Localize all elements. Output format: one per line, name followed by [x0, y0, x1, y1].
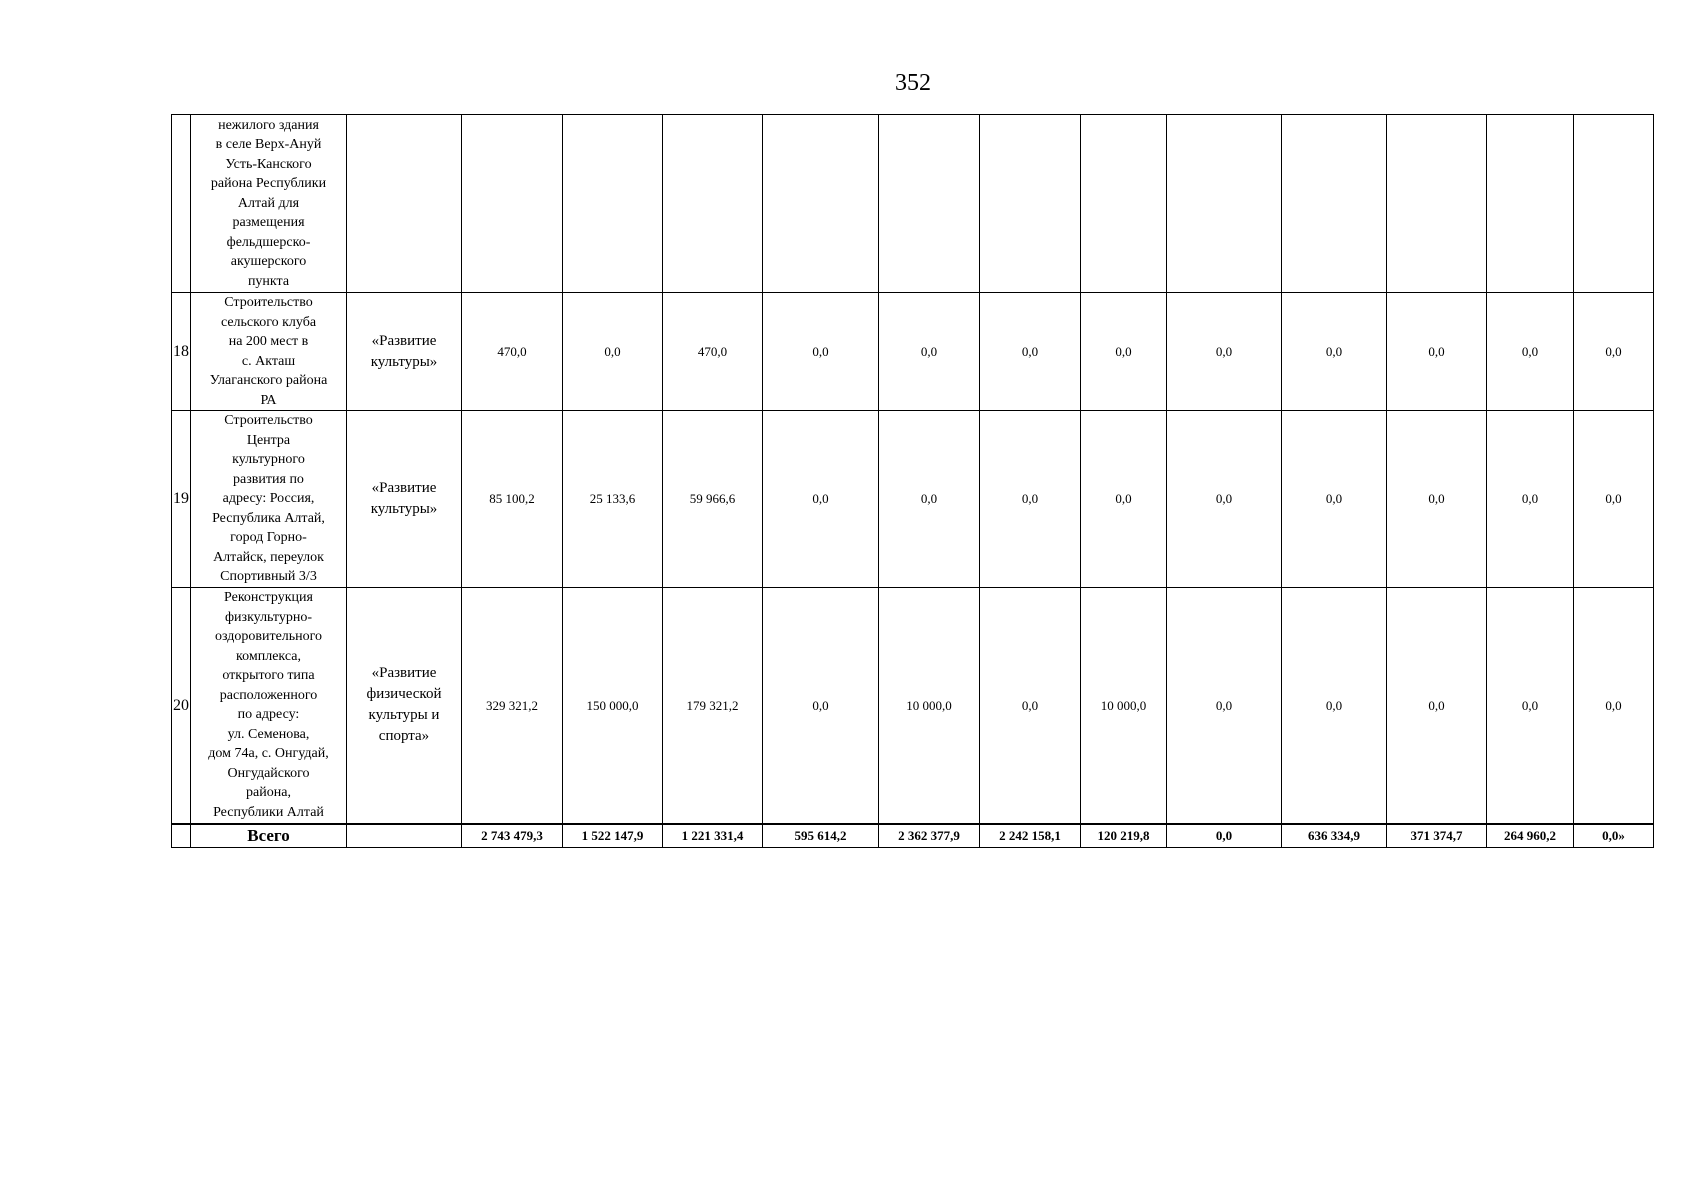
total-value: 636 334,9 [1282, 824, 1387, 848]
value-cell: 0,0 [1387, 411, 1487, 588]
row-index: 20 [172, 588, 191, 824]
program-name: «Развитие культуры» [347, 411, 462, 588]
total-program-cell [347, 824, 462, 848]
value-cell: 0,0 [1574, 411, 1654, 588]
row-index: 18 [172, 293, 191, 411]
table-row [172, 115, 1654, 293]
value-cell: 0,0 [1167, 293, 1282, 411]
table-body [172, 115, 1654, 848]
value-cell: 0,0 [763, 588, 879, 824]
value-cell [663, 115, 763, 293]
total-value: 2 743 479,3 [462, 824, 563, 848]
value-cell: 470,0 [663, 293, 763, 411]
object-name: Строительство сельского клуба на 200 мест в с. Акташ Улаганского района РА [191, 293, 347, 411]
value-cell: 0,0 [1081, 293, 1167, 411]
value-cell: 0,0 [763, 293, 879, 411]
value-cell: 25 133,6 [563, 411, 663, 588]
value-cell [462, 115, 563, 293]
value-cell: 0,0 [1487, 588, 1574, 824]
table-row [172, 588, 1654, 824]
value-cell: 0,0 [1282, 293, 1387, 411]
total-value: 0,0 [1167, 824, 1282, 848]
program-name: «Развитие физической культуры и спорта» [347, 588, 462, 824]
total-value: 1 221 331,4 [663, 824, 763, 848]
value-cell [980, 115, 1081, 293]
value-cell: 59 966,6 [663, 411, 763, 588]
value-cell: 0,0 [1282, 588, 1387, 824]
value-cell: 0,0 [1487, 411, 1574, 588]
value-cell [1081, 115, 1167, 293]
page-number: 352 [895, 70, 931, 96]
value-cell: 0,0 [879, 411, 980, 588]
financing-table [171, 114, 1654, 848]
value-cell: 0,0 [980, 293, 1081, 411]
total-value: 0,0» [1574, 824, 1654, 848]
value-cell: 0,0 [1387, 293, 1487, 411]
value-cell [763, 115, 879, 293]
program-name: «Развитие культуры» [347, 293, 462, 411]
value-cell: 0,0 [763, 411, 879, 588]
object-name: Строительство Центра культурного развития по адресу: Россия, Республика Алтай, город Горно- Алтайск, переулок Спортивный 3/3 [191, 411, 347, 588]
value-cell: 150 000,0 [563, 588, 663, 824]
value-cell: 0,0 [1487, 293, 1574, 411]
value-cell: 10 000,0 [1081, 588, 1167, 824]
value-cell: 179 321,2 [663, 588, 763, 824]
value-cell: 0,0 [1282, 411, 1387, 588]
total-value: 371 374,7 [1387, 824, 1487, 848]
table-row [172, 293, 1654, 411]
value-cell [1387, 115, 1487, 293]
total-value: 264 960,2 [1487, 824, 1574, 848]
value-cell [1282, 115, 1387, 293]
total-value: 120 219,8 [1081, 824, 1167, 848]
row-index [172, 115, 191, 293]
object-name: нежилого здания в селе Верх-Ануй Усть-Канского района Республики Алтай для размещения фельдшерско- акушерского пункта [191, 115, 347, 293]
table-row [172, 411, 1654, 588]
row-index: 19 [172, 411, 191, 588]
value-cell: 0,0 [1167, 588, 1282, 824]
value-cell: 470,0 [462, 293, 563, 411]
value-cell: 0,0 [980, 588, 1081, 824]
program-name [347, 115, 462, 293]
total-value: 2 362 377,9 [879, 824, 980, 848]
value-cell: 85 100,2 [462, 411, 563, 588]
total-value: 1 522 147,9 [563, 824, 663, 848]
total-value: 2 242 158,1 [980, 824, 1081, 848]
value-cell: 0,0 [1081, 411, 1167, 588]
total-row [172, 824, 1654, 848]
total-label: Всего [191, 824, 347, 848]
value-cell [1574, 115, 1654, 293]
value-cell [1487, 115, 1574, 293]
value-cell [563, 115, 663, 293]
total-index-cell [172, 824, 191, 848]
value-cell: 0,0 [980, 411, 1081, 588]
value-cell: 0,0 [1574, 293, 1654, 411]
value-cell [879, 115, 980, 293]
value-cell: 0,0 [563, 293, 663, 411]
object-name: Реконструкция физкультурно- оздоровительного комплекса, открытого типа расположенного по адресу: ул. Семенова, дом 74а, с. Онгудай, Онгудайского района, Республики Алтай [191, 588, 347, 824]
total-value: 595 614,2 [763, 824, 879, 848]
value-cell: 0,0 [1574, 588, 1654, 824]
value-cell [1167, 115, 1282, 293]
value-cell: 10 000,0 [879, 588, 980, 824]
value-cell: 0,0 [1387, 588, 1487, 824]
value-cell: 329 321,2 [462, 588, 563, 824]
value-cell: 0,0 [879, 293, 980, 411]
value-cell: 0,0 [1167, 411, 1282, 588]
